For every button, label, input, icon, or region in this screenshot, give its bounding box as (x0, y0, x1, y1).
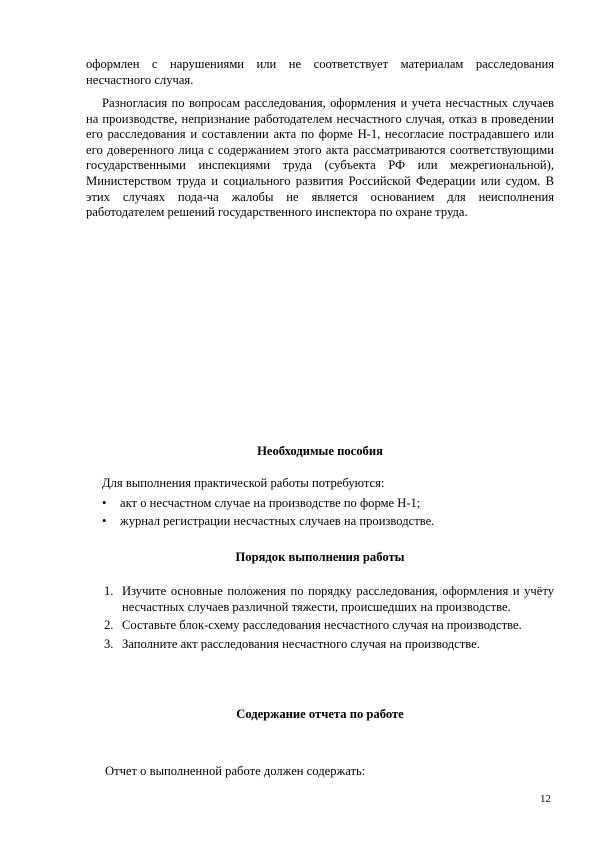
aids-list (86, 496, 554, 529)
bullet-icon: • (102, 513, 107, 528)
paragraph-disagreements: Разногласия по вопросам расследования, оформления и учета несчастных случаев на производстве, непризнание работодателем несчастного случая, отказ в проведении его расследования и составлении акта по форме Н-1, несогласие пострадавшего или его доверенного лица с содержанием этого акта рассматриваются соответствующими государственными инспекциями труда (субъекта РФ или межрегиональной), Министерством труда и социального развития Российской Федерации или судом. В этих случаях пода-ча жалобы не является основанием для неисполнения работодателем решений государственного инспектора по охране труда. (86, 96, 554, 220)
procedure-steps (86, 584, 554, 655)
report-intro: Отчет о выполненной работе должен содержать: (105, 764, 366, 778)
heading-report-contents: Содержание отчета по работе (236, 707, 404, 721)
list-item: 1. Изучите основные положения по порядку расследования, оформления и учёту несчастных случаев различной тяжести, происшедших на производстве. (104, 584, 554, 614)
list-item: • журнал регистрации несчастных случаев на производстве. (102, 513, 435, 528)
aids-intro: Для выполнения практической работы потребуются: (102, 476, 385, 490)
list-item: • акт о несчастном случае на производстве по форме Н-1; (102, 496, 421, 510)
paragraph-continuation: оформлен с нарушениями или не соответствует материалам расследования несчастного случая. (86, 57, 554, 87)
heading-work-procedure: Порядок выполнения работы (235, 550, 405, 564)
page-number: 12 (540, 793, 551, 805)
bullet-icon: • (102, 496, 107, 510)
heading-required-aids: Необходимые пособия (257, 444, 383, 458)
list-item: 3. Заполните акт расследования несчастного случая на производстве. (104, 636, 480, 651)
list-item: 2. Составьте блок-схему расследования несчастного случая на производстве. (104, 618, 522, 633)
